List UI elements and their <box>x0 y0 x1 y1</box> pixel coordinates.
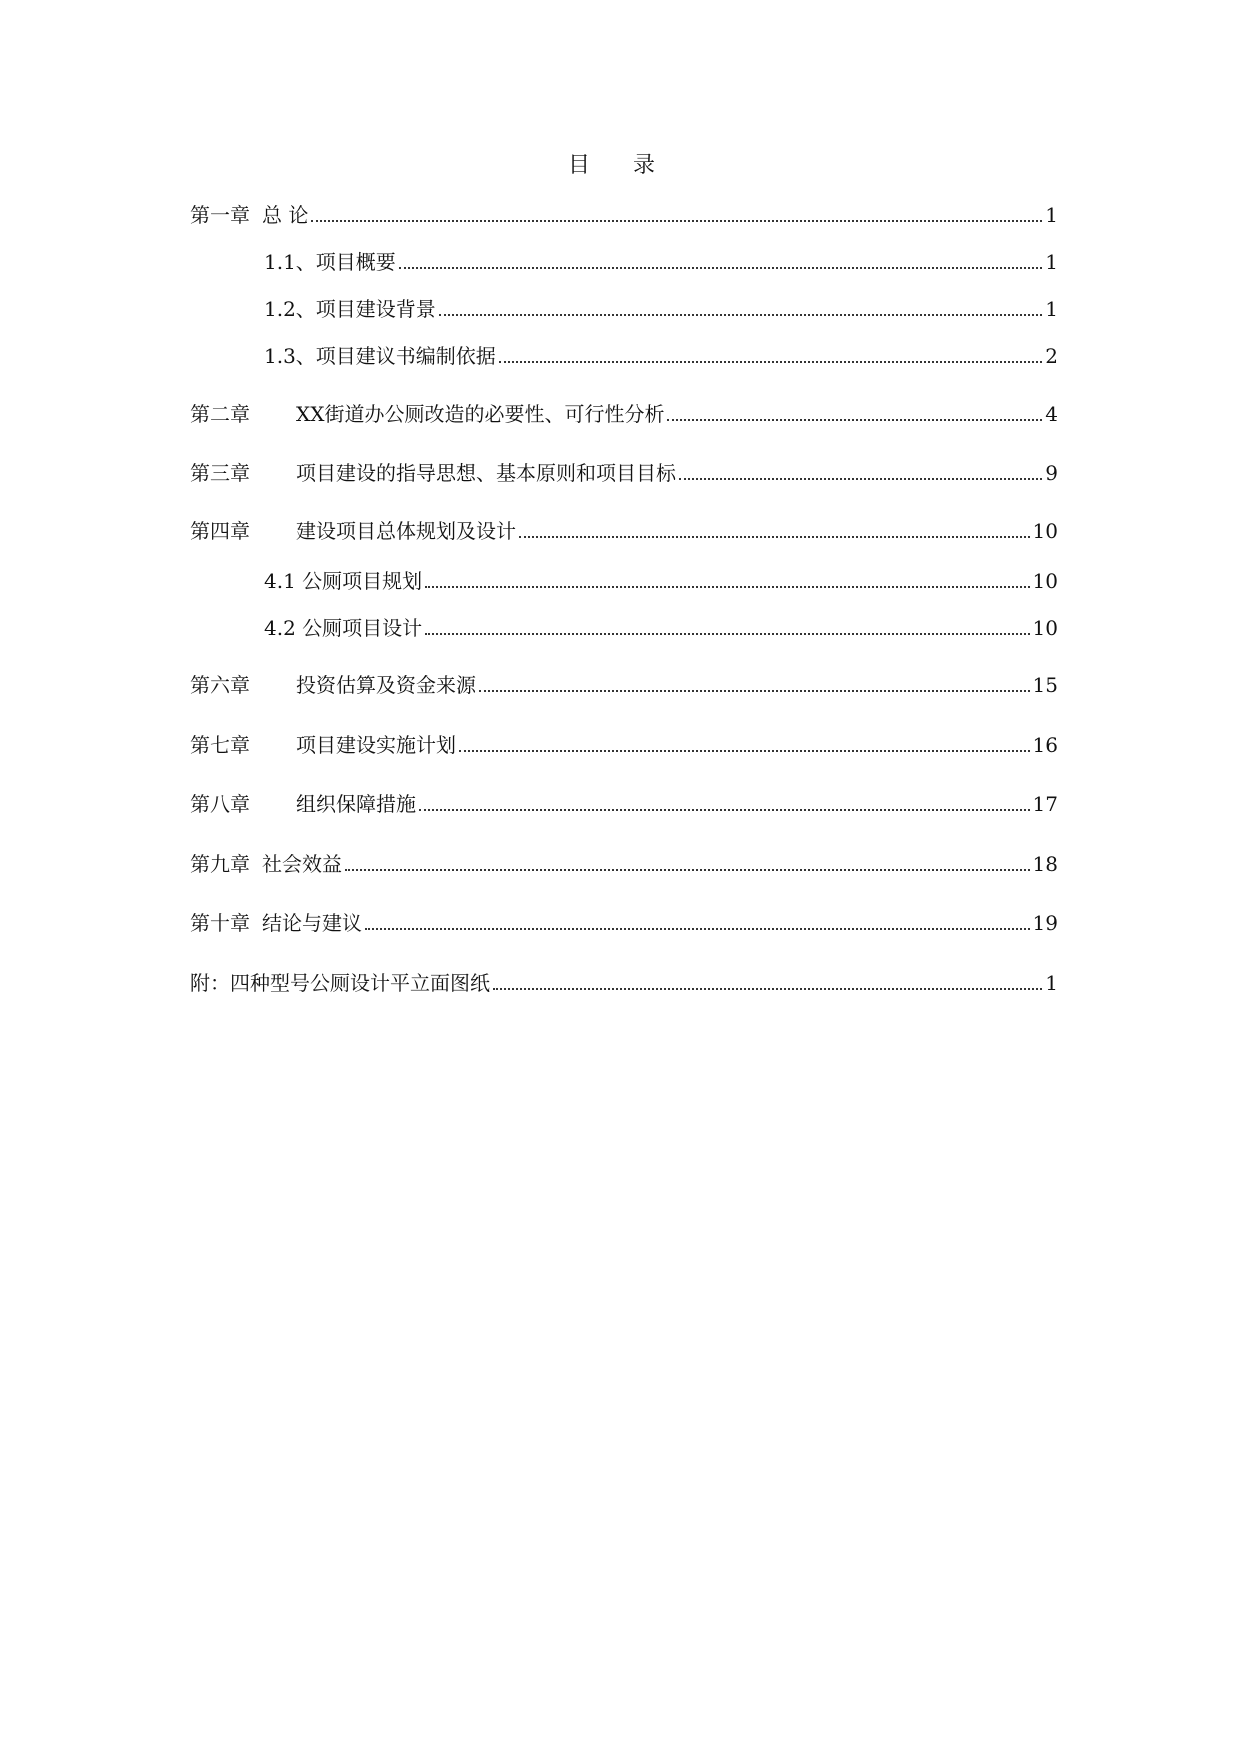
toc-entry[interactable] <box>190 728 1058 758</box>
toc-entry[interactable] <box>190 514 1058 544</box>
toc-entry-label <box>264 568 422 594</box>
toc-entry-title: 项目建设实施计划 <box>296 733 456 757</box>
toc-entry[interactable] <box>190 906 1058 936</box>
toc-chapter-number: 第六章 <box>190 673 250 697</box>
toc-entry-title: 4.2 公厕项目设计 <box>264 616 423 640</box>
toc-leader-dots <box>425 632 1029 635</box>
toc-entry-label <box>190 202 308 228</box>
toc-leader-dots <box>493 987 1042 990</box>
toc-chapter-number: 第四章 <box>190 519 250 543</box>
toc-entry-label <box>264 296 436 322</box>
toc-page-number: 10 <box>1032 569 1058 593</box>
toc-entry-title: 1.1、项目概要 <box>264 250 396 274</box>
toc-entry-title: XX街道办公厕改造的必要性、可行性分析 <box>296 402 665 426</box>
toc-chapter-number: 第三章 <box>190 461 250 485</box>
toc-page-number: 10 <box>1032 519 1058 543</box>
toc-entry-title: 总 论 <box>262 203 309 227</box>
toc-chapter-number: 第七章 <box>190 733 250 757</box>
toc-page-number: 1 <box>1045 250 1058 274</box>
toc-entry[interactable] <box>190 847 1058 877</box>
toc-entry-title: 投资估算及资金来源 <box>296 673 476 697</box>
toc-leader-dots <box>439 313 1042 316</box>
toc-chapter-number: 第十章 <box>190 911 250 935</box>
toc-entry-title: 项目建设的指导思想、基本原则和项目目标 <box>296 461 676 485</box>
toc-subentry[interactable] <box>264 611 1058 641</box>
toc-entry-label <box>190 791 416 817</box>
toc-page-number: 18 <box>1032 852 1058 876</box>
toc-page-number: 1 <box>1045 971 1058 995</box>
toc-subentry[interactable] <box>264 564 1058 594</box>
toc-page-number: 1 <box>1045 297 1058 321</box>
toc-entry-title: 结论与建议 <box>262 911 362 935</box>
toc-leader-dots <box>399 266 1042 269</box>
toc-title: 目 录 <box>568 153 673 178</box>
toc-entry[interactable] <box>190 966 1058 996</box>
toc-page-number: 2 <box>1045 344 1058 368</box>
toc-page-number: 16 <box>1032 733 1058 757</box>
toc-leader-dots <box>519 535 1030 538</box>
toc-page-number: 9 <box>1045 461 1058 485</box>
toc-chapter-number: 第八章 <box>190 792 250 816</box>
toc-entry-label <box>190 910 362 936</box>
toc-entry-title: 社会效益 <box>262 852 342 876</box>
toc-leader-dots <box>345 868 1030 871</box>
toc-leader-dots <box>365 927 1030 930</box>
toc-entry-label <box>190 732 456 758</box>
toc-leader-dots <box>499 360 1042 363</box>
toc-entry[interactable] <box>190 456 1058 486</box>
toc-subentry[interactable] <box>264 292 1058 322</box>
toc-page-number: 19 <box>1032 911 1058 935</box>
toc-page-number: 4 <box>1045 402 1058 426</box>
toc-entry-label <box>190 672 476 698</box>
toc-entry-title: 组织保障措施 <box>296 792 416 816</box>
toc-entry-label <box>264 343 496 369</box>
toc-entry[interactable] <box>190 668 1058 698</box>
toc-entry-title: 附：四种型号公厕设计平立面图纸 <box>190 971 490 995</box>
toc-leader-dots <box>425 585 1029 588</box>
toc-entry-title: 1.2、项目建设背景 <box>264 297 436 321</box>
toc-entry-label <box>190 460 676 486</box>
toc-leader-dots <box>419 808 1030 811</box>
toc-entry-label <box>190 970 490 996</box>
toc-leader-dots <box>679 477 1042 480</box>
toc-entry[interactable] <box>190 397 1058 427</box>
toc-subentry[interactable] <box>264 245 1058 275</box>
toc-leader-dots <box>667 418 1042 421</box>
toc-entry-title: 4.1 公厕项目规划 <box>264 569 423 593</box>
toc-chapter-number: 第二章 <box>190 402 250 426</box>
toc-leader-dots <box>311 219 1042 222</box>
toc-page-number: 1 <box>1045 203 1058 227</box>
toc-entry-label <box>264 615 422 641</box>
toc-entry-title: 1.3、项目建议书编制依据 <box>264 344 496 368</box>
toc-entry-title: 建设项目总体规划及设计 <box>296 519 516 543</box>
toc-page-number: 17 <box>1032 792 1058 816</box>
toc-entry-label <box>190 401 664 427</box>
toc-subentry[interactable] <box>264 339 1058 369</box>
toc-page-number: 10 <box>1032 616 1058 640</box>
toc-entry-label <box>264 249 396 275</box>
toc-page-number: 15 <box>1032 673 1058 697</box>
toc-entry-label <box>190 518 516 544</box>
toc-chapter-number: 第九章 <box>190 852 250 876</box>
toc-chapter-number: 第一章 <box>190 203 250 227</box>
toc-leader-dots <box>459 749 1030 752</box>
toc-entry[interactable] <box>190 198 1058 228</box>
toc-entry-label <box>190 851 342 877</box>
toc-entry[interactable] <box>190 787 1058 817</box>
toc-leader-dots <box>479 689 1030 692</box>
